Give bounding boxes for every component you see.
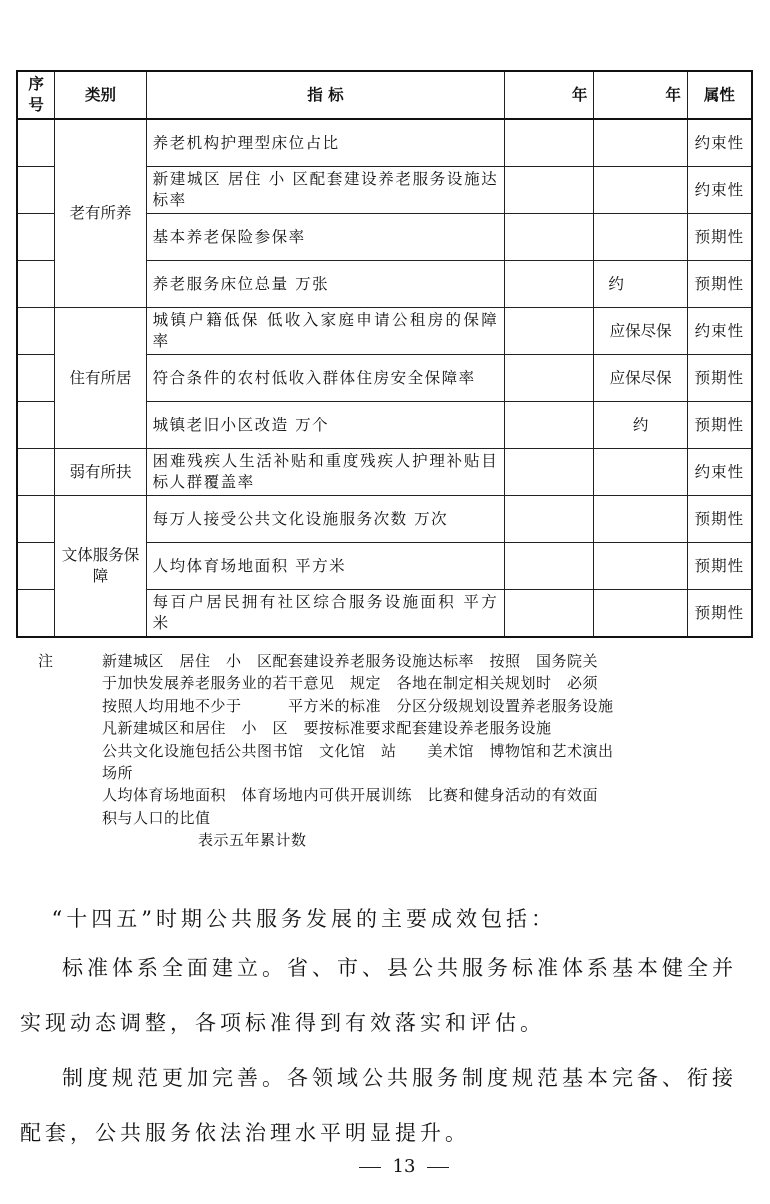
row-no [17,167,55,214]
row-no [17,449,55,496]
year1-cell [505,590,594,638]
note-line: 积与人口的比值 [102,808,211,827]
header-no: 序号 [17,71,55,119]
year1-cell [505,496,594,543]
year2-cell [594,167,688,214]
note-line: 场所 [102,764,134,783]
row-no [17,214,55,261]
indicator-cell: 养老服务床位总量 万张 [146,261,505,308]
page-dash-left [359,1167,381,1168]
row-no [17,261,55,308]
year1-cell [505,261,594,308]
attribute-cell: 预期性 [687,355,752,402]
row-no [17,543,55,590]
note-line: 公共文化设施包括公共图书馆 文化馆 站 美术馆 博物馆和艺术演出 [102,741,614,760]
page-dash-right [427,1167,449,1168]
note-line: 凡新建城区和居住 小 区 要按标准要求配套建设养老服务设施 [102,719,552,738]
attribute-cell: 预期性 [687,214,752,261]
year2-cell: 应保尽保 [594,355,688,402]
note-line: 表示五年累计数 [198,831,307,850]
indicator-cell: 符合条件的农村低收入群体住房安全保障率 [146,355,505,402]
year2-cell [594,214,688,261]
table-row [17,308,752,355]
table-row [17,496,752,543]
header-category: 类别 [55,71,146,119]
attribute-cell: 预期性 [687,590,752,638]
year1-cell [505,355,594,402]
category-cell: 住有所居 [55,308,146,449]
table-row [17,449,752,496]
year1-cell [505,119,594,167]
year2-cell [594,449,688,496]
page-number: 13 [392,1156,416,1177]
year1-cell [505,167,594,214]
note-line: 新建城区 居住 小 区配套建设养老服务设施达标率 按照 国务院关 [102,652,599,670]
row-no [17,496,55,543]
attribute-cell: 预期性 [687,261,752,308]
year1-cell [505,543,594,590]
category-cell: 弱有所扶 [55,449,146,496]
attribute-cell: 约束性 [687,449,752,496]
note-line: 于加快发展养老服务业的若干意见 规定 各地在制定相关规划时 必须 [102,674,599,693]
year1-cell [505,402,594,449]
year1-cell [505,449,594,496]
category-cell: 文体服务保障 [55,496,146,638]
table-notes [38,650,754,852]
year2-cell [594,590,688,638]
category-cell: 老有所养 [55,119,146,308]
row-no [17,308,55,355]
paragraph-intro: “十四五”时期公共服务发展的主要成效包括： [51,907,556,931]
paragraph-regulations: 制度规范更加完善。各领域公共服务制度规范基本完备、衔接配套，公共服务依法治理水平明显提升。 [20,1066,737,1145]
note-line: 人均体育场地面积 体育场地内可供开展训练 比赛和健身活动的有效面 [102,786,599,805]
row-no [17,355,55,402]
body-text [20,900,752,1161]
year2-cell: 约 [594,402,688,449]
indicator-cell: 困难残疾人生活补贴和重度残疾人护理补贴目标人群覆盖率 [146,449,505,496]
notes-label: 注 [38,652,54,670]
year2-cell [594,543,688,590]
indicator-cell: 每百户居民拥有社区综合服务设施面积 平方米 [146,590,505,638]
paragraph-standards: 标准体系全面建立。省、市、县公共服务标准体系基本健全并实现动态调整，各项标准得到有效落实和评估。 [20,956,737,1035]
row-no [17,119,55,167]
indicator-cell: 基本养老保险参保率 [146,214,505,261]
row-no [17,590,55,638]
year2-cell [594,119,688,167]
table-row [17,119,752,167]
year2-cell: 约 [594,261,688,308]
table-header-row [17,71,752,119]
header-indicator: 指 标 [146,71,505,119]
indicator-cell: 城镇户籍低保 低收入家庭申请公租房的保障率 [146,308,505,355]
header-year2: 年 [594,71,688,119]
year1-cell [505,214,594,261]
attribute-cell: 预期性 [687,496,752,543]
attribute-cell: 约束性 [687,119,752,167]
header-year1: 年 [505,71,594,119]
attribute-cell: 约束性 [687,167,752,214]
note-line: 按照人均用地不少于 平方米的标准 分区分级规划设置养老服务设施 [102,696,614,715]
row-no [17,402,55,449]
indicator-cell: 新建城区 居住 小 区配套建设养老服务设施达标率 [146,167,505,214]
year2-cell: 应保尽保 [594,308,688,355]
indicator-cell: 人均体育场地面积 平方米 [146,543,505,590]
attribute-cell: 预期性 [687,402,752,449]
indicator-cell: 养老机构护理型床位占比 [146,119,505,167]
attribute-cell: 约束性 [687,308,752,355]
year1-cell [505,308,594,355]
page-footer [0,1156,770,1177]
header-attribute: 属性 [687,71,752,119]
year2-cell [594,496,688,543]
indicator-cell: 每万人接受公共文化设施服务次数 万次 [146,496,505,543]
attribute-cell: 预期性 [687,543,752,590]
indicator-cell: 城镇老旧小区改造 万个 [146,402,505,449]
indicator-table [16,70,753,638]
